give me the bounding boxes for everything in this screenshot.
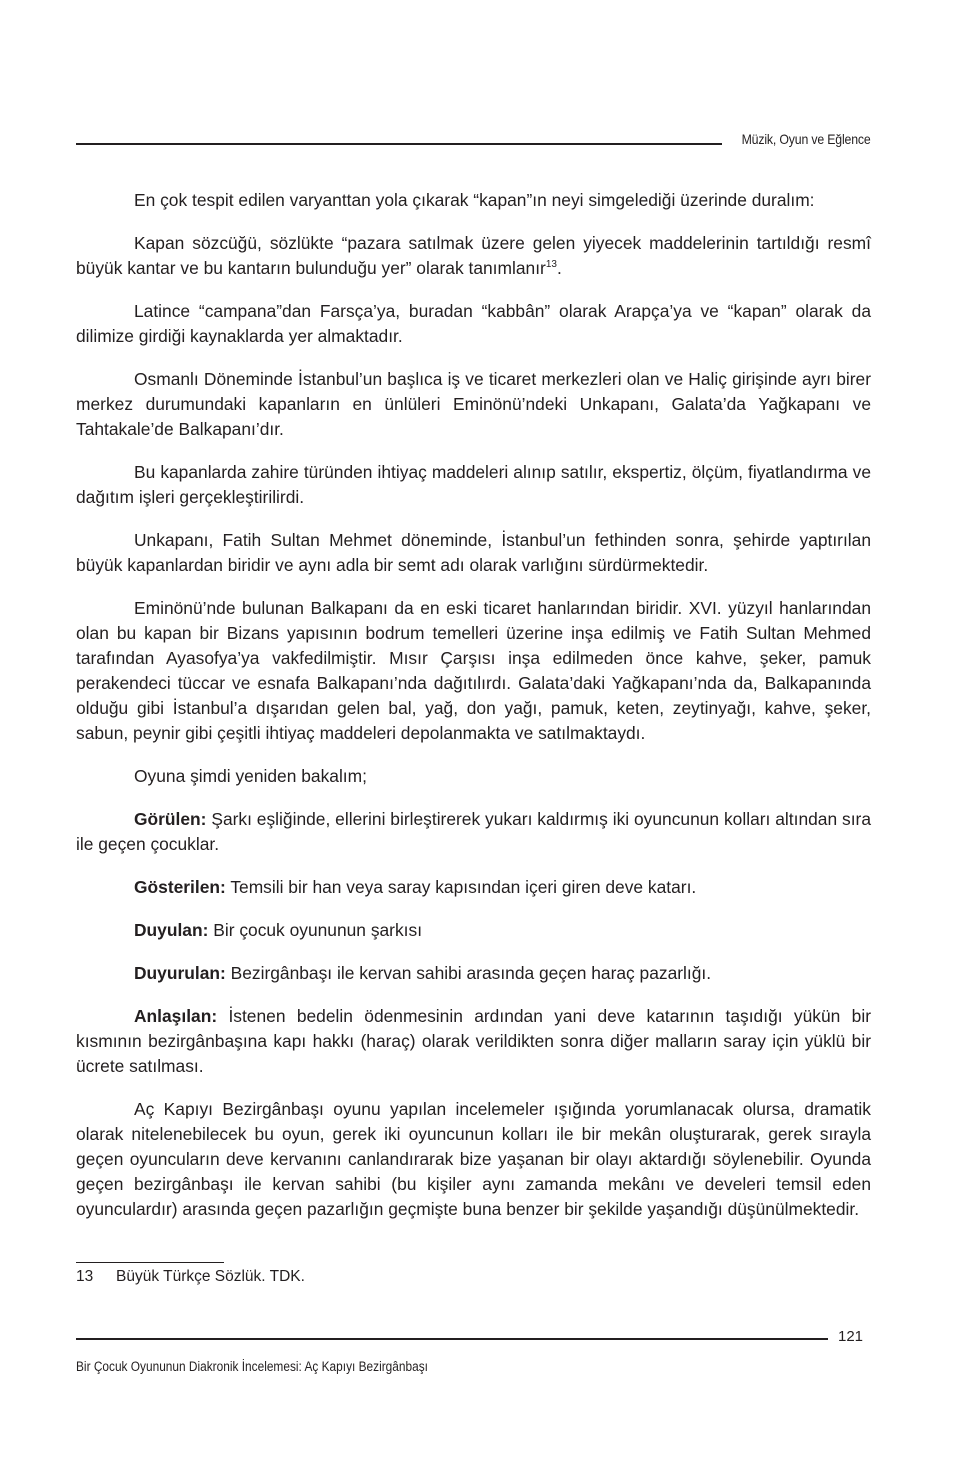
paragraph-7: Eminönü’nde bulunan Balkapanı da en eski ticaret hanlarından biridir. XVI. yüzyıl hanlarından olan bu kapan bir Bizans yapısının bodrum temelleri üzerine inşa edilmiş ve Fatih Sultan Mehmed tarafından Ayasofya’ya vakfedilmiştir. Mısır Çarşısı inşa edilmeden önce kahve, şeker, pamuk perakendeci tüccar ve esnafa Balkapanı’nda dağıtılırdı. Galata’daki Yağkapanı’nda da, Balkapanında olduğu gibi İstanbul’a dışarıdan gelen bal, yağ, don yağı, pamuk, keten, zeytinyağı, kahve, şeker, sabun, peynir gibi çeşitli ihtiyaç maddeleri depolanmakta ve satılmaktaydı. (76, 598, 871, 743)
anlasilan-label: Anlaşılan: (134, 1006, 218, 1026)
header-rule (76, 143, 722, 145)
paragraph-gorulen (76, 807, 871, 857)
duyulan-text: Bir çocuk oyununun şarkısı (208, 920, 423, 940)
paragraph-anlasilan (76, 1004, 871, 1079)
paragraph-last: Aç Kapıyı Bezirgânbaşı oyunu yapılan incelemeler ışığında yorumlanacak olursa, dramatik olarak nitelenebilecek bu oyun, gerek iki oyuncunun kolları ile bir mekân oluşturarak, gerek sırayla geçen oyuncuların deve kervanını canlandırarak bize yaşanan bir olayı aktardığı söylenebilir. Oyunda geçen bezirgânbaşı ile kervan sahibi (bu kişiler aynı zamanda mekânı ve develeri temsil eden oyunculardır) arasında geçen pazarlığın geçmişte buna benzer bir şekilde yaşandığı düşünülmektedir. (76, 1099, 871, 1219)
paragraph-1: En çok tespit edilen varyanttan yola çıkarak “kapan”ın neyi simgelediği üzerinde duralım: (134, 190, 815, 210)
paragraph-duyurulan (76, 961, 871, 986)
footnote-text: Büyük Türkçe Sözlük. TDK. (116, 1268, 305, 1285)
footnote-rule (76, 1262, 224, 1263)
footer-rule (76, 1338, 828, 1340)
paragraph-8: Oyuna şimdi yeniden bakalım; (134, 766, 367, 786)
running-head: Müzik, Oyun ve Eğlence (742, 131, 871, 147)
paragraph-3: Latince “campana”dan Farsça’ya, buradan “kabbân” olarak Arapça’ya ve “kapan” olarak da dilimize girdiği kaynaklarda yer almaktadır. (76, 301, 871, 346)
footnote-reference[interactable]: 13 (545, 259, 557, 270)
gorulen-label: Görülen: (134, 809, 207, 829)
anlasilan-text: İstenen bedelin ödenmesinin ardından yani deve katarının taşıdığı yükün bir kısmının bezirgânbaşına kapı hakkı (haraç) olarak verildikten sonra diğer malların saray için yüklü bir ücrete satılması. (76, 1006, 871, 1076)
gosterilen-text: Temsili bir han veya saray kapısından içeri giren deve katarı. (225, 877, 697, 897)
page-body (76, 188, 871, 1230)
page-number: 121 (838, 1328, 864, 1345)
paragraph-2 (76, 231, 871, 281)
book-title: Bir Çocuk Oyununun Diakronik İncelemesi: Aç Kapıyı Bezirgânbaşı (76, 1359, 428, 1374)
paragraph-4: Osmanlı Döneminde İstanbul’un başlıca iş ve ticaret merkezleri olan ve Haliç girişinde ayrı birer merkez durumundaki kapanların en ünlüleri Eminönü’ndeki Unkapanı, Galata’da Yağkapanı ve Tahtakale’de Balkapanı’dır. (76, 369, 871, 439)
paragraph-2-text: Kapan sözcüğü, sözlükte “pazara satılmak üzere gelen yiyecek maddelerinin tartıldığı resmî büyük kantar ve bu kantarın bulunduğu yer” olarak tanımlanır (76, 233, 871, 278)
gorulen-text: Şarkı eşliğinde, ellerini birleştirerek yukarı kaldırmış iki oyuncunun kolları altından sıra ile geçen çocuklar. (76, 809, 871, 854)
footnote (76, 1267, 305, 1287)
duyurulan-label: Duyurulan: (134, 963, 226, 983)
footnote-number: 13 (76, 1268, 94, 1285)
paragraph-duyulan (76, 918, 871, 943)
paragraph-gosterilen (76, 875, 871, 900)
duyulan-label: Duyulan: (134, 920, 209, 940)
duyurulan-text: Bezirgânbaşı ile kervan sahibi arasında geçen haraç pazarlığı. (225, 963, 712, 983)
gosterilen-label: Gösterilen: (134, 877, 226, 897)
paragraph-6: Unkapanı, Fatih Sultan Mehmet döneminde, İstanbul’un fethinden sonra, şehirde yaptırılan büyük kapanlardan biridir ve aynı adla bir semt adı olarak varlığını sürdürmektedir. (76, 530, 871, 575)
paragraph-2-end: . (556, 258, 562, 278)
paragraph-5: Bu kapanlarda zahire türünden ihtiyaç maddeleri alınıp satılır, ekspertiz, ölçüm, fiyatlandırma ve dağıtım işleri gerçekleştirilirdi. (76, 462, 871, 507)
